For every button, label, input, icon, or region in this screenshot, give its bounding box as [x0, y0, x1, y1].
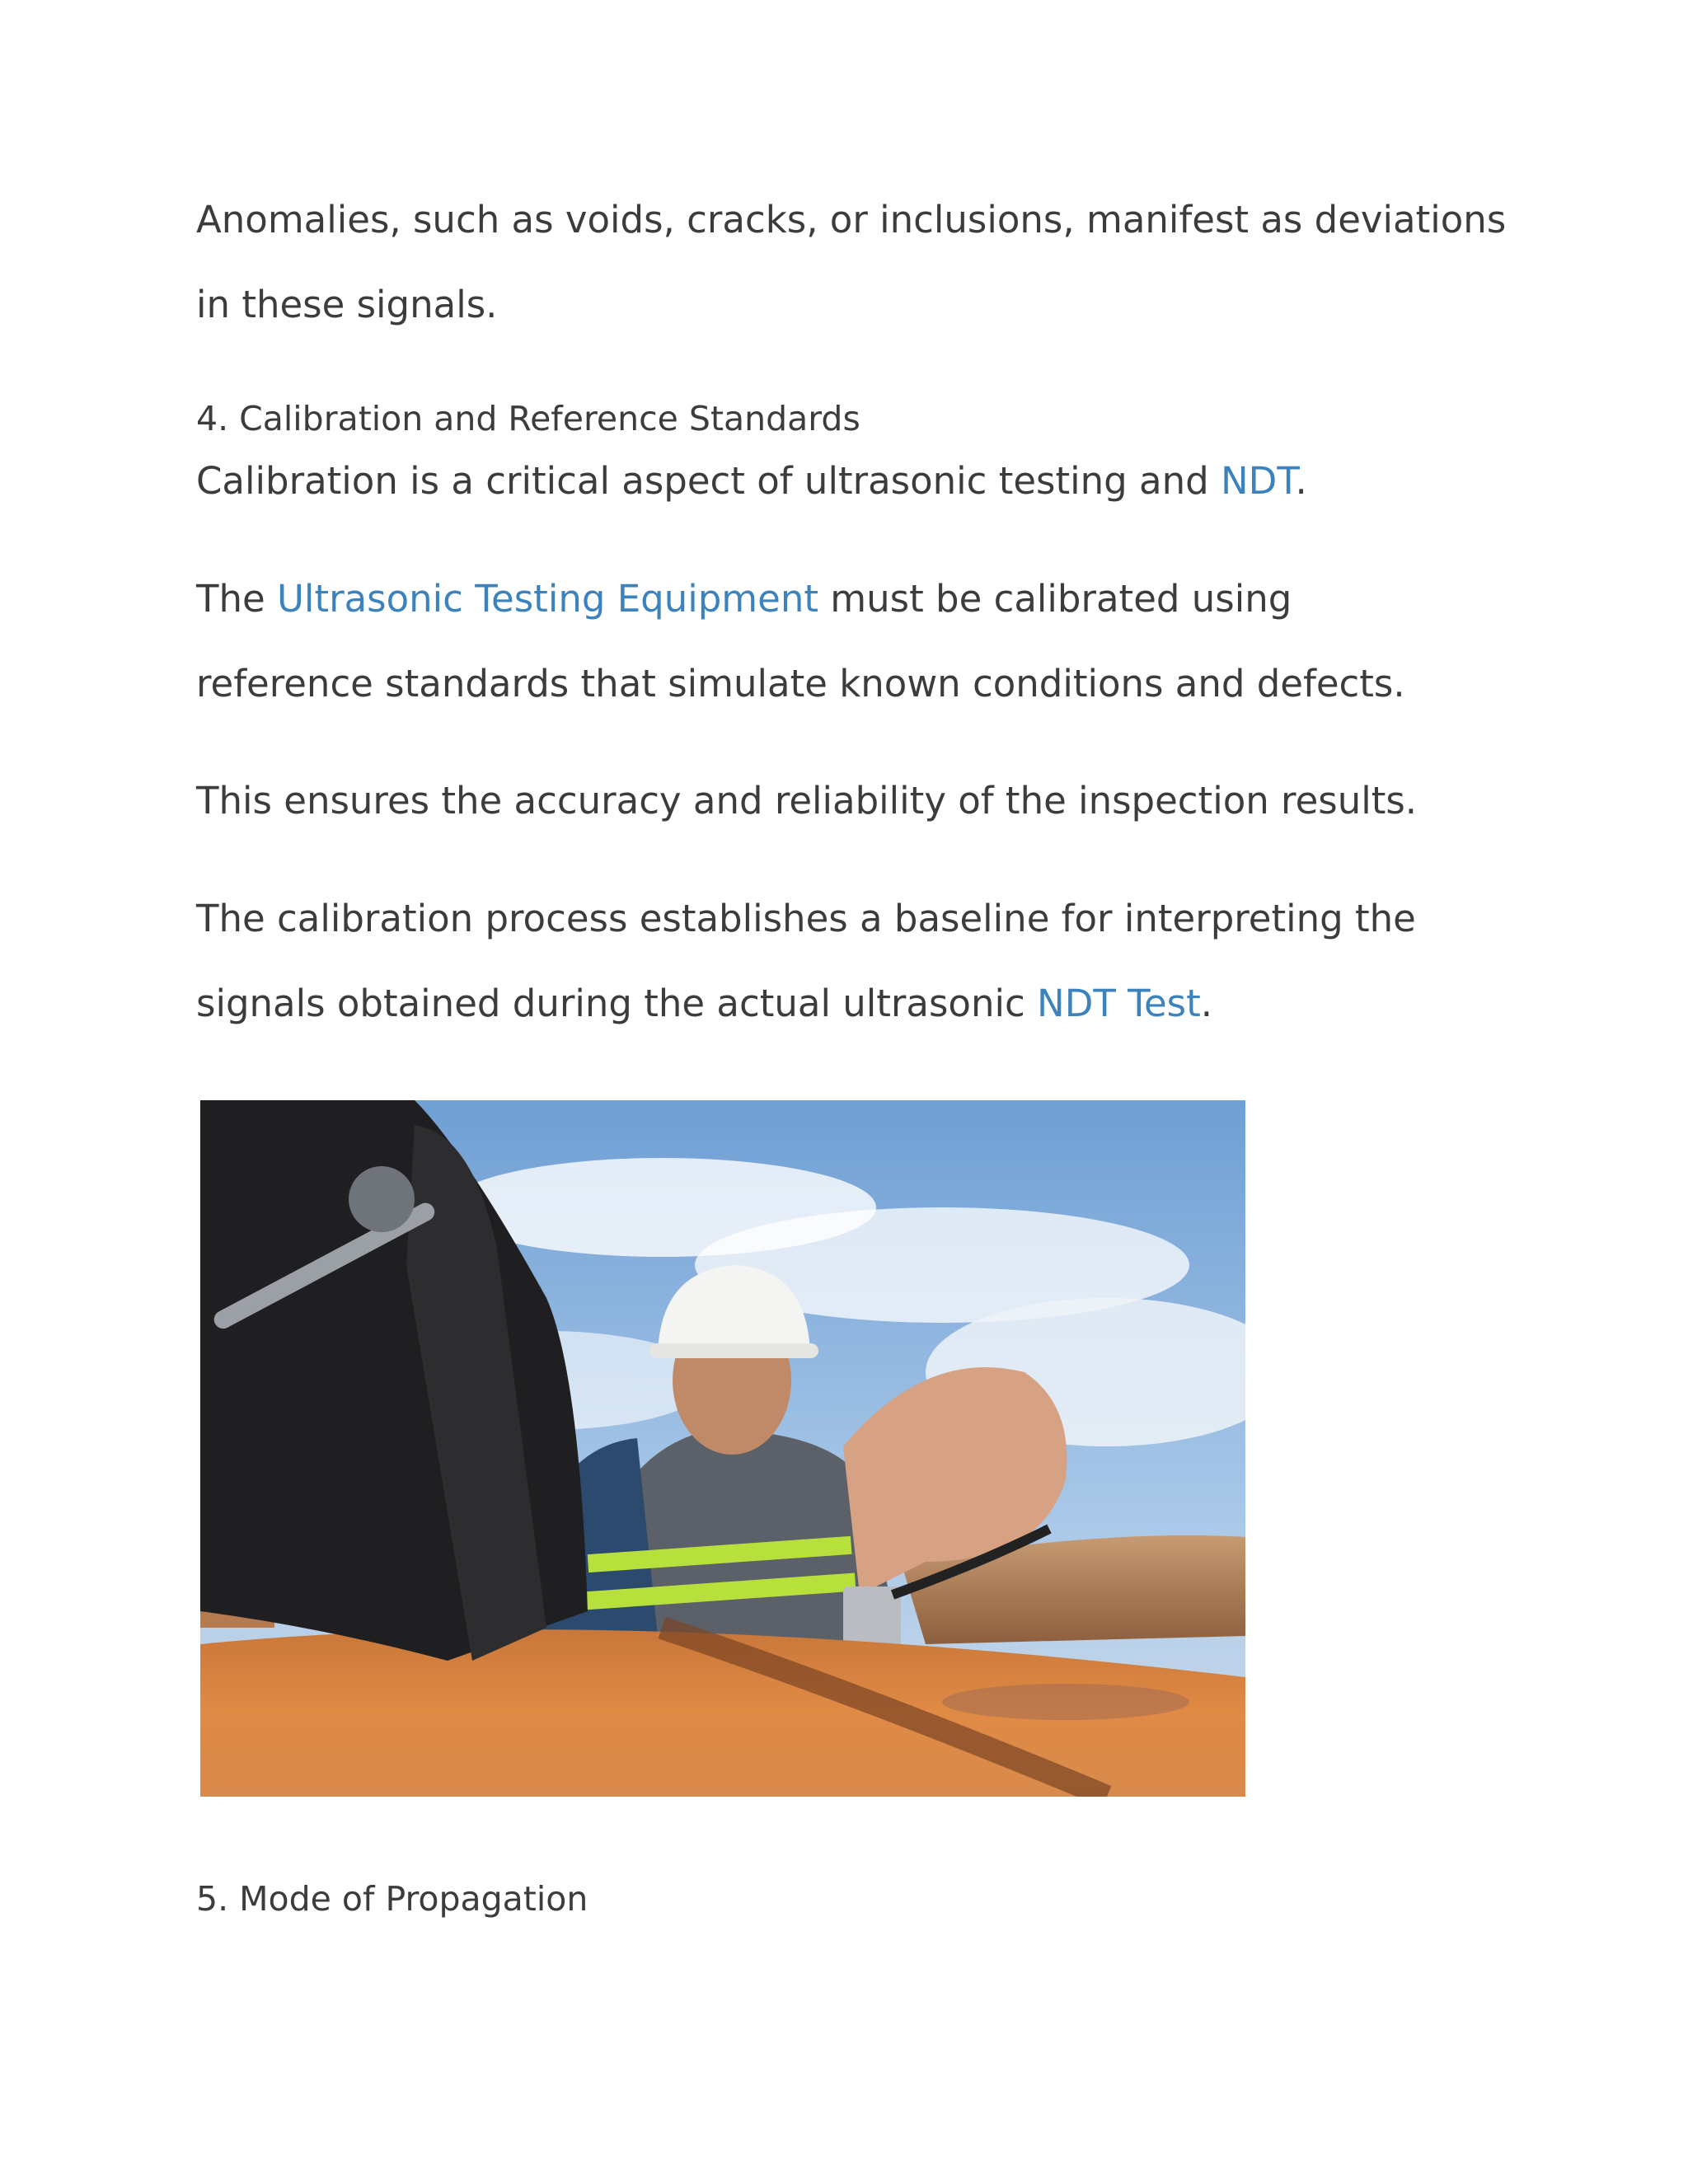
- paragraph-baseline-cont: [196, 961, 1515, 1046]
- section-heading-calibration: 4. Calibration and Reference Standards: [196, 399, 860, 438]
- hard-hat-brim: [649, 1343, 818, 1358]
- section-heading-mode-of-propagation: 5. Mode of Propagation: [196, 1879, 588, 1919]
- paragraph-anomalies-line2: in these signals.: [196, 283, 498, 326]
- link-ndt-test[interactable]: NDT Test: [1037, 982, 1201, 1025]
- probe: [843, 1586, 901, 1648]
- text-segment: must be calibrated using: [818, 577, 1292, 621]
- link-ndt[interactable]: NDT: [1221, 459, 1296, 503]
- text-segment: Calibration is a critical aspect of ultrasonic testing and: [196, 459, 1221, 503]
- text-segment: .: [1200, 982, 1213, 1025]
- paragraph-equipment-cont: [196, 641, 1515, 726]
- paragraph-baseline: [196, 876, 1515, 961]
- text-segment: reference standards that simulate known conditions and defects.: [196, 662, 1405, 705]
- text-segment: .: [1295, 459, 1307, 503]
- couplant-gel: [942, 1684, 1189, 1720]
- paragraph-equipment: [196, 556, 1515, 641]
- text-segment: The calibration process establishes a baseline for interpreting the: [196, 897, 1416, 940]
- link-ultrasonic-testing-equipment[interactable]: Ultrasonic Testing Equipment: [277, 577, 818, 621]
- paragraph-anomalies: [196, 177, 1515, 262]
- paragraph-anomalies-cont: [196, 262, 1515, 347]
- text-segment: signals obtained during the actual ultrasonic: [196, 982, 1038, 1025]
- paragraph-accuracy: [196, 758, 1515, 843]
- paragraph-anomalies-line1: Anomalies, such as voids, cracks, or inclusions, manifest as deviations: [196, 198, 1507, 241]
- case-knob: [349, 1166, 415, 1232]
- photo-illustration: [200, 1100, 1245, 1797]
- paragraph-calibration-critical: [196, 438, 1515, 523]
- text-segment: The: [196, 577, 277, 621]
- ultrasonic-inspection-photo: [200, 1100, 1245, 1797]
- text-segment: This ensures the accuracy and reliability of the inspection results.: [196, 779, 1418, 823]
